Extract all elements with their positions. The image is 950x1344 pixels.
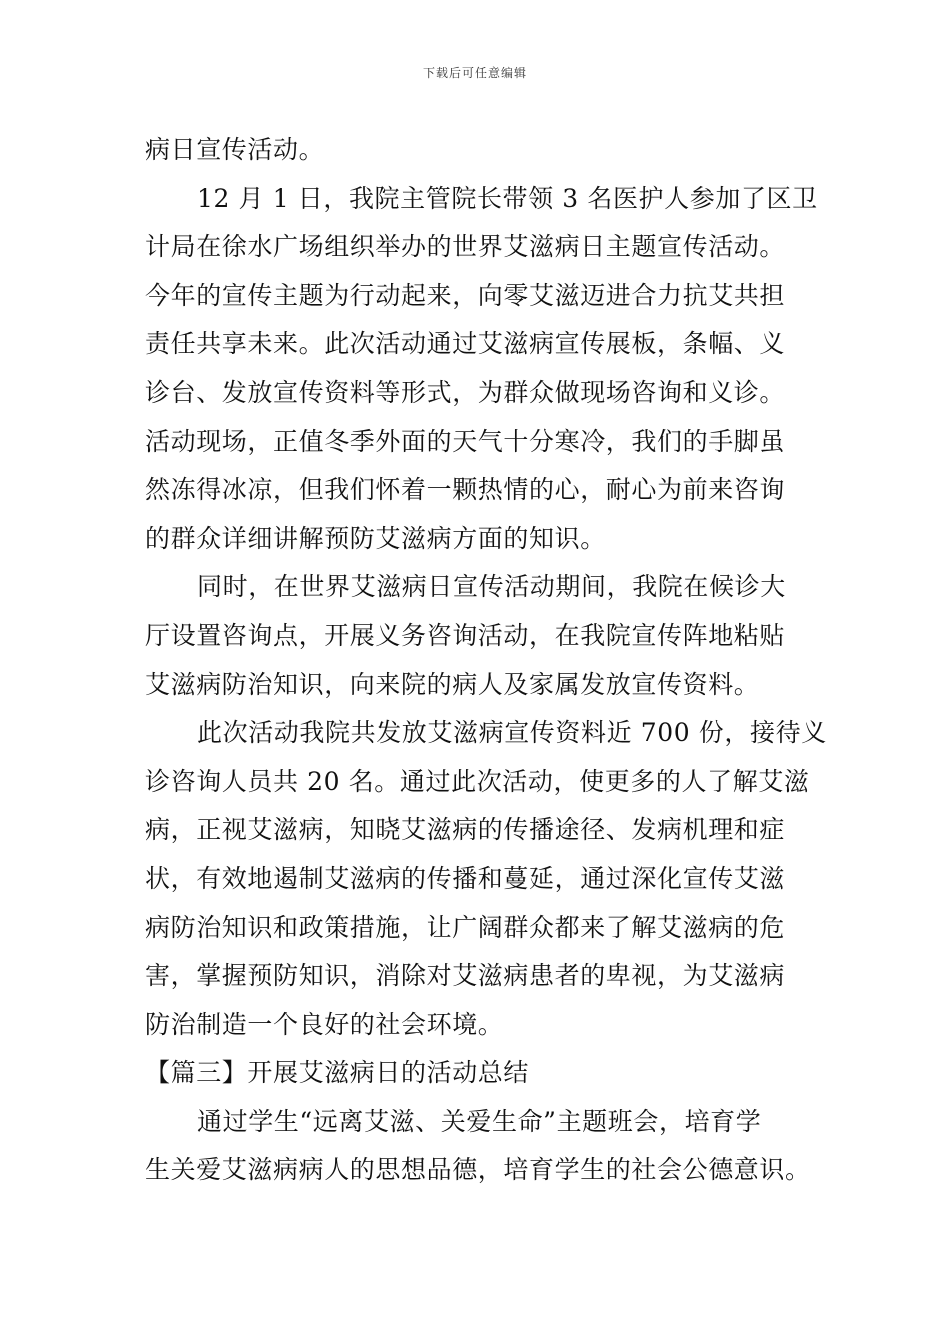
text-line: 诊咨询人员共 20 名。通过此次活动，使更多的人了解艾滋 [145, 766, 810, 796]
text-line: 艾滋病防治知识，向来院的病人及家属发放宣传资料。 [145, 669, 760, 699]
text-line: 诊台、发放宣传资料等形式，为群众做现场咨询和义诊。 [145, 377, 786, 407]
paragraph-start-line: 同时，在世界艾滋病日宣传活动期间，我院在候诊大 [197, 572, 786, 602]
paragraph-start-line: 此次活动我院共发放艾滋病宣传资料近 700 份，接待义 [197, 718, 827, 748]
paragraph-start-line: 通过学生“远离艾滋、关爱生命”主题班会，培育学 [197, 1106, 762, 1136]
text-line: 厅设置咨询点，开展义务咨询活动，在我院宣传阵地粘贴 [145, 620, 786, 650]
paragraph-start-line: 12 月 1 日，我院主管院长带领 3 名医护人参加了区卫 [197, 183, 818, 213]
text-line: 责任共享未来。此次活动通过艾滋病宣传展板，条幅、义 [145, 329, 786, 359]
text-line: 状，有效地遏制艾滋病的传播和蔓延，通过深化宣传艾滋 [145, 863, 786, 893]
text-line: 病防治知识和政策措施，让广阔群众都来了解艾滋病的危 [145, 912, 786, 942]
text-line: 今年的宣传主题为行动起来，向零艾滋迈进合力抗艾共担 [145, 280, 786, 310]
text-line: 害，掌握预防知识，消除对艾滋病患者的卑视，为艾滋病 [145, 961, 786, 991]
text-line: 病日宣传活动。 [145, 135, 325, 164]
text-line: 防治制造一个良好的社会环境。 [145, 1009, 504, 1039]
text-line: 计局在徐水广场组织举办的世界艾滋病日主题宣传活动。 [145, 232, 786, 262]
text-line: 活动现场，正值冬季外面的天气十分寒冷，我们的手脚虽 [145, 426, 786, 456]
text-line: 病，正视艾滋病，知晓艾滋病的传播途径、发病机理和症 [145, 815, 786, 845]
text-line: 生关爱艾滋病病人的思想品德，培育学生的社会公德意识。 [145, 1155, 811, 1185]
text-line: 然冻得冰凉，但我们怀着一颗热情的心，耐心为前来咨询 [145, 475, 786, 505]
section-heading: 【篇三】开展艾滋病日的活动总结 [145, 1058, 530, 1088]
text-line: 的群众详细讲解预防艾滋病方面的知识。 [145, 523, 606, 553]
document-body [145, 126, 827, 1195]
page-header: 下载后可任意编辑 [422, 66, 527, 80]
